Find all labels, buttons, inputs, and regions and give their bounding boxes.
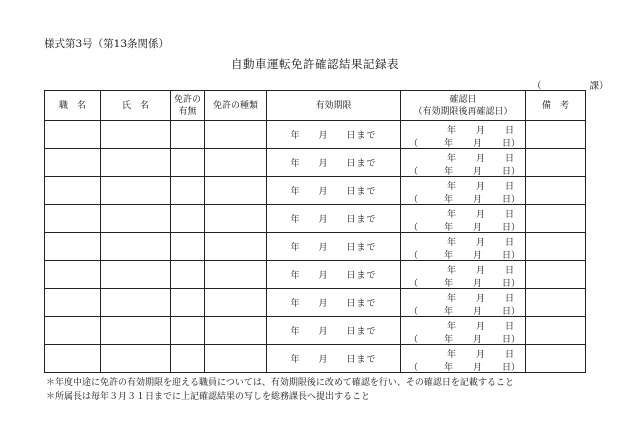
header-license: 免許の 有無 xyxy=(171,91,205,121)
month-label: 月 xyxy=(318,131,329,141)
cell-license[interactable] xyxy=(171,317,205,345)
reconfirm-date-line: （ 年 月 日） xyxy=(409,279,521,289)
confirm-date-line: 年 月 日 xyxy=(447,154,515,164)
confirm-date-line: 年 月 日 xyxy=(447,210,515,220)
confirm-date-line: 年 月 日 xyxy=(447,182,515,192)
cell-remarks[interactable] xyxy=(526,261,586,289)
cell-name[interactable] xyxy=(101,233,171,261)
cell-license[interactable] xyxy=(171,233,205,261)
cell-name[interactable] xyxy=(101,121,171,149)
cell-validity[interactable] xyxy=(267,345,401,373)
table-row xyxy=(45,205,586,233)
year-label: 年 xyxy=(290,131,301,141)
cell-post[interactable] xyxy=(45,205,101,233)
until-label: 日まで xyxy=(346,187,377,197)
page-title: 自動車運転免許確認結果記録表 xyxy=(231,57,399,71)
table-row xyxy=(45,121,586,149)
until-label: 日まで xyxy=(346,159,377,169)
year-label: 年 xyxy=(290,243,301,253)
until-label: 日まで xyxy=(346,243,377,253)
cell-license[interactable] xyxy=(171,261,205,289)
cell-confirm-date[interactable] xyxy=(401,233,526,261)
cell-license[interactable] xyxy=(171,289,205,317)
month-label: 月 xyxy=(318,159,329,169)
cell-name[interactable] xyxy=(101,177,171,205)
month-label: 月 xyxy=(318,299,329,309)
cell-remarks[interactable] xyxy=(526,317,586,345)
reconfirm-date-line: （ 年 月 日） xyxy=(409,223,521,233)
year-label: 年 xyxy=(290,215,301,225)
cell-validity[interactable] xyxy=(267,289,401,317)
cell-confirm-date[interactable] xyxy=(401,121,526,149)
cell-confirm-date[interactable] xyxy=(401,289,526,317)
until-label: 日まで xyxy=(346,131,377,141)
cell-license[interactable] xyxy=(171,177,205,205)
reconfirm-date-line: （ 年 月 日） xyxy=(409,195,521,205)
dept-open-paren: （ xyxy=(532,81,542,92)
header-post: 職 名 xyxy=(45,91,101,121)
year-label: 年 xyxy=(290,271,301,281)
until-label: 日まで xyxy=(346,215,377,225)
cell-name[interactable] xyxy=(101,317,171,345)
table-row xyxy=(45,177,586,205)
cell-validity[interactable] xyxy=(267,149,401,177)
cell-name[interactable] xyxy=(101,205,171,233)
cell-license[interactable] xyxy=(171,121,205,149)
month-label: 月 xyxy=(318,327,329,337)
dept-suffix: 課） xyxy=(589,81,609,92)
header-license-type: 免許の種類 xyxy=(205,91,267,121)
until-label: 日まで xyxy=(346,327,377,337)
cell-remarks[interactable] xyxy=(526,345,586,373)
cell-confirm-date[interactable] xyxy=(401,345,526,373)
cell-post[interactable] xyxy=(45,177,101,205)
header-remarks: 備 考 xyxy=(526,91,586,121)
form-number: 様式第3号（第13条関係） xyxy=(44,38,170,50)
table-row xyxy=(45,233,586,261)
cell-post[interactable] xyxy=(45,121,101,149)
month-label: 月 xyxy=(318,215,329,225)
cell-remarks[interactable] xyxy=(526,289,586,317)
reconfirm-date-line: （ 年 月 日） xyxy=(409,167,521,177)
cell-remarks[interactable] xyxy=(526,205,586,233)
year-label: 年 xyxy=(290,355,301,365)
note-1: ＊年度中途に免許の有効期限を迎える職員については、有効期限後に改めて確認を行い、その確認日を記載すること xyxy=(46,378,514,388)
year-label: 年 xyxy=(290,299,301,309)
table-row xyxy=(45,149,586,177)
cell-post[interactable] xyxy=(45,261,101,289)
record-table xyxy=(44,90,586,373)
cell-license-type[interactable] xyxy=(205,261,267,289)
month-label: 月 xyxy=(318,271,329,281)
until-label: 日まで xyxy=(346,271,377,281)
cell-name[interactable] xyxy=(101,261,171,289)
reconfirm-date-line: （ 年 月 日） xyxy=(409,307,521,317)
cell-name[interactable] xyxy=(101,345,171,373)
cell-license-type[interactable] xyxy=(205,233,267,261)
cell-license-type[interactable] xyxy=(205,177,267,205)
table-row xyxy=(45,317,586,345)
cell-remarks[interactable] xyxy=(526,233,586,261)
header-name: 氏 名 xyxy=(101,91,171,121)
year-label: 年 xyxy=(290,159,301,169)
cell-license-type[interactable] xyxy=(205,289,267,317)
year-label: 年 xyxy=(290,327,301,337)
cell-post[interactable] xyxy=(45,317,101,345)
year-label: 年 xyxy=(290,187,301,197)
confirm-date-line: 年 月 日 xyxy=(447,126,515,136)
until-label: 日まで xyxy=(346,299,377,309)
confirm-date-line: 年 月 日 xyxy=(447,294,515,304)
cell-validity[interactable] xyxy=(267,317,401,345)
cell-name[interactable] xyxy=(101,289,171,317)
header-row xyxy=(45,91,586,121)
reconfirm-date-line: （ 年 月 日） xyxy=(409,335,521,345)
cell-validity[interactable] xyxy=(267,177,401,205)
month-label: 月 xyxy=(318,355,329,365)
cell-validity[interactable] xyxy=(267,233,401,261)
table-row xyxy=(45,345,586,373)
reconfirm-date-line: （ 年 月 日） xyxy=(409,251,521,261)
confirm-date-line: 年 月 日 xyxy=(447,350,515,360)
cell-license[interactable] xyxy=(171,205,205,233)
cell-license-type[interactable] xyxy=(205,205,267,233)
cell-post[interactable] xyxy=(45,233,101,261)
cell-validity[interactable] xyxy=(267,121,401,149)
cell-license[interactable] xyxy=(171,149,205,177)
reconfirm-date-line: （ 年 月 日） xyxy=(409,139,521,149)
header-confirm-date: 確認日 （有効期限後再確認日） xyxy=(401,91,526,121)
cell-confirm-date[interactable] xyxy=(401,317,526,345)
confirm-date-line: 年 月 日 xyxy=(447,322,515,332)
reconfirm-date-line: （ 年 月 日） xyxy=(409,363,521,373)
note-2: ＊所属長は毎年３月３１日までに上記確認結果の写しを総務課長へ提出すること xyxy=(46,392,371,402)
cell-license[interactable] xyxy=(171,345,205,373)
cell-license-type[interactable] xyxy=(205,345,267,373)
cell-confirm-date[interactable] xyxy=(401,205,526,233)
cell-license-type[interactable] xyxy=(205,121,267,149)
cell-post[interactable] xyxy=(45,345,101,373)
header-validity: 有効期限 xyxy=(267,91,401,121)
month-label: 月 xyxy=(318,187,329,197)
cell-post[interactable] xyxy=(45,289,101,317)
cell-confirm-date[interactable] xyxy=(401,149,526,177)
cell-remarks[interactable] xyxy=(526,121,586,149)
table-row xyxy=(45,289,586,317)
cell-post[interactable] xyxy=(45,149,101,177)
confirm-date-line: 年 月 日 xyxy=(447,238,515,248)
cell-validity[interactable] xyxy=(267,205,401,233)
cell-confirm-date[interactable] xyxy=(401,177,526,205)
cell-remarks[interactable] xyxy=(526,149,586,177)
cell-remarks[interactable] xyxy=(526,177,586,205)
month-label: 月 xyxy=(318,243,329,253)
cell-license-type[interactable] xyxy=(205,317,267,345)
until-label: 日まで xyxy=(346,355,377,365)
confirm-date-line: 年 月 日 xyxy=(447,266,515,276)
cell-confirm-date[interactable] xyxy=(401,261,526,289)
cell-license-type[interactable] xyxy=(205,149,267,177)
cell-name[interactable] xyxy=(101,149,171,177)
cell-validity[interactable] xyxy=(267,261,401,289)
table-row xyxy=(45,261,586,289)
